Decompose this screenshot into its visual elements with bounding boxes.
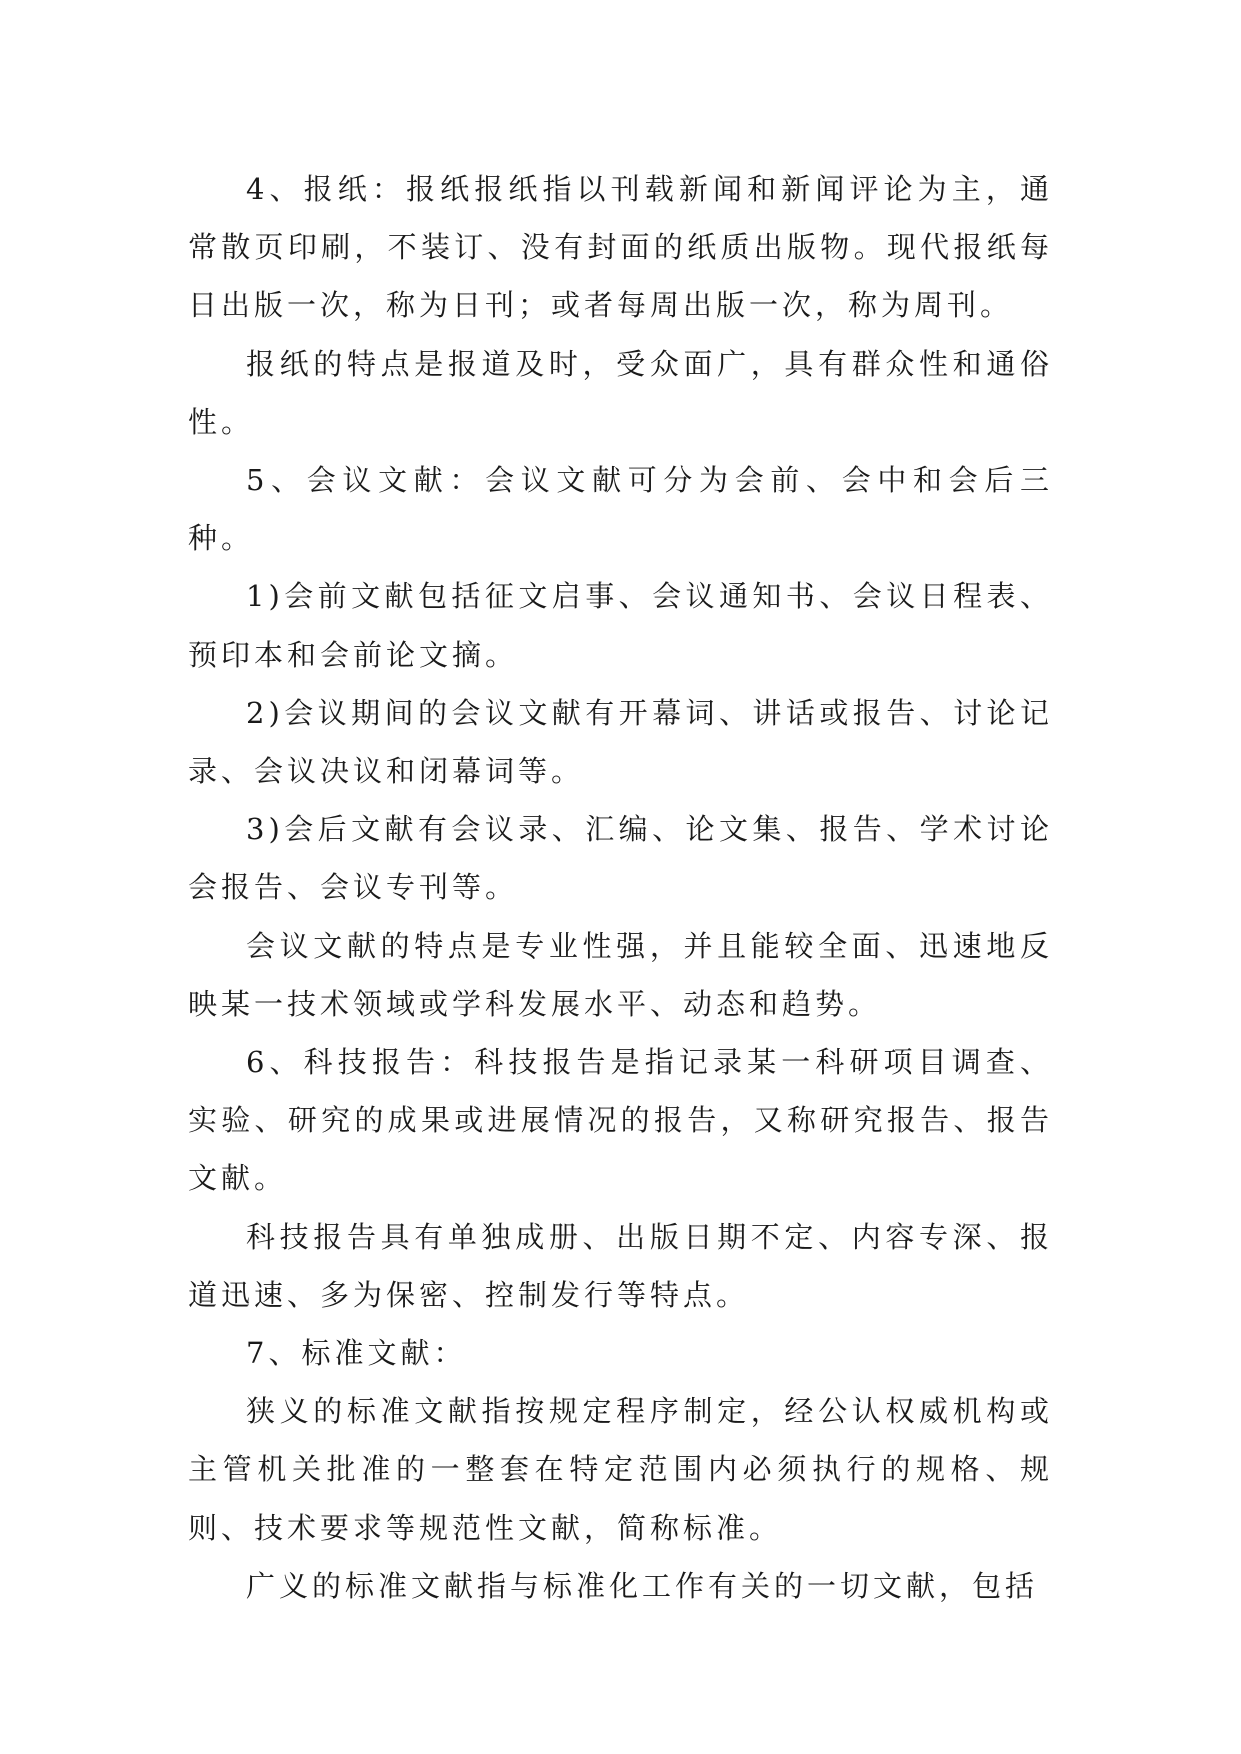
paragraph-standard-docs-broad: 广义的标准文献指与标准化工作有关的一切文献，包括 [246, 1568, 1039, 1603]
paragraph-standard-docs-heading: 7、标准文献： [246, 1336, 467, 1371]
paragraph-conference-docs-features: 会议文献的特点是专业性强，并且能较全面、迅速地反映某一技术领域或学科发展水平、动态和趋势。 [188, 928, 1053, 1021]
paragraph-tech-report-definition: 6、科技报告：科技报告是指记录某一科研项目调查、实验、研究的成果或进展情况的报告，又称研究报告、报告文献。 [188, 1045, 1053, 1196]
document-body [188, 160, 1053, 1615]
paragraph-pre-conference-docs: 1)会前文献包括征文启事、会议通知书、会议日程表、预印本和会前论文摘。 [188, 579, 1053, 672]
paragraph-standard-docs-narrow: 狭义的标准文献指按规定程序制定，经公认权威机构或主管机关批准的一整套在特定范围内必须执行的规格、规则、技术要求等规范性文献，简称标准。 [188, 1394, 1053, 1545]
paragraph-conference-docs-heading: 5、会议文献：会议文献可分为会前、会中和会后三种。 [188, 463, 1053, 556]
paragraph-newspaper-definition: 4、报纸：报纸报纸指以刊载新闻和新闻评论为主，通常散页印刷，不装订、没有封面的纸质出版物。现代报纸每日出版一次，称为日刊；或者每周出版一次，称为周刊。 [188, 172, 1053, 323]
paragraph-newspaper-features: 报纸的特点是报道及时，受众面广，具有群众性和通俗性。 [188, 346, 1053, 439]
paragraph-post-conference-docs: 3)会后文献有会议录、汇编、论文集、报告、学术讨论会报告、会议专刊等。 [188, 812, 1053, 905]
paragraph-tech-report-features: 科技报告具有单独成册、出版日期不定、内容专深、报道迅速、多为保密、控制发行等特点。 [188, 1219, 1053, 1312]
paragraph-during-conference-docs: 2)会议期间的会议文献有开幕词、讲话或报告、讨论记录、会议决议和闭幕词等。 [188, 695, 1053, 789]
